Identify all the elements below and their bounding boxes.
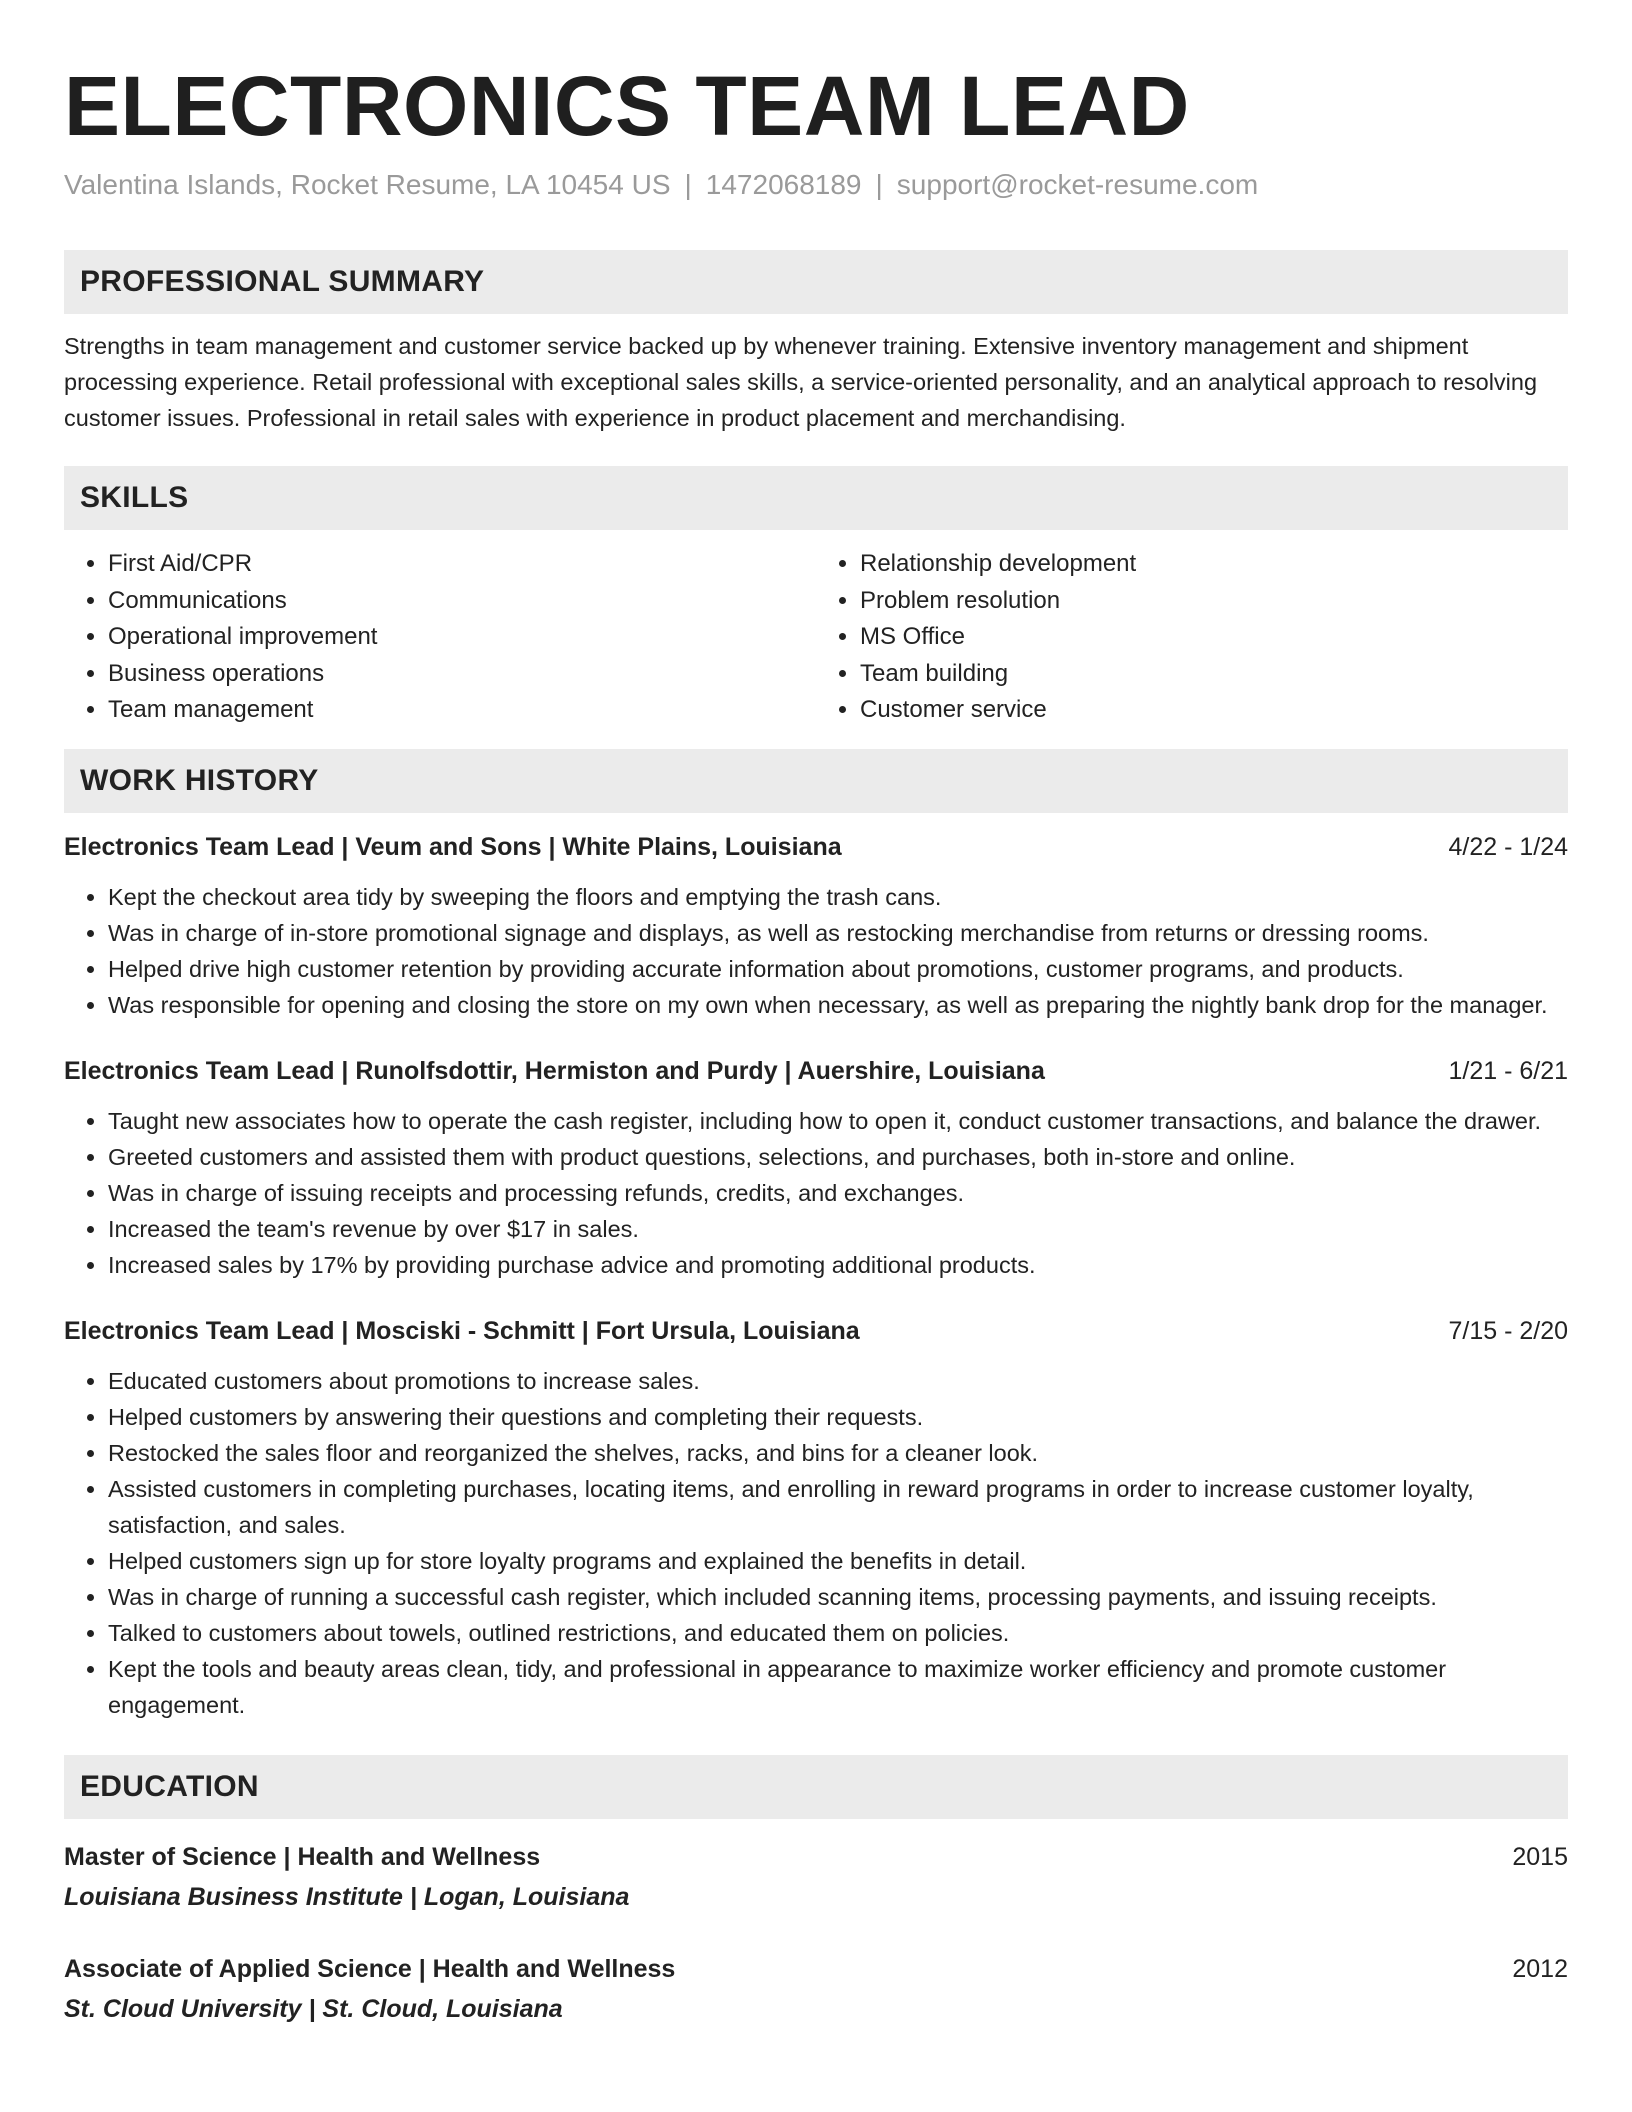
skill-item: • First Aid/CPR [108,546,816,583]
job-bullet: • Greeted customers and assisted them with product questions, selections, and purchases, both in-store and online. [108,1139,1568,1175]
resume-page [64,0,1568,2027]
education-header [64,1839,1568,1875]
job-entry [64,1053,1568,1283]
education-year: 2012 [1512,1954,1568,1983]
education-entry [64,1839,1568,1915]
skill-item: • Team building [860,656,1568,693]
job-dates: 4/22 - 1/24 [1448,832,1568,861]
job-bullet: • Kept the tools and beauty areas clean, tidy, and professional in appearance to maximize worker efficiency and promote customer engagement. [108,1651,1568,1723]
job-bullets [64,879,1568,1023]
job-bullet: • Restocked the sales floor and reorganized the shelves, racks, and bins for a cleaner look. [108,1435,1568,1471]
skill-item: • Team management [108,692,816,729]
job-bullet: • Helped drive high customer retention by providing accurate information about promotions, customer programs, and products. [108,951,1568,987]
job-bullet: • Talked to customers about towels, outlined restrictions, and educated them on policies. [108,1615,1568,1651]
contact-line [64,168,1568,202]
skill-item: • Problem resolution [860,583,1568,620]
job-bullet: • Helped customers sign up for store loyalty programs and explained the benefits in detail. [108,1543,1568,1579]
education-degree: Associate of Applied Science | Health and Wellness [64,1954,676,1983]
contact-phone: 1472068189 [705,169,862,200]
section-header-work-history: WORK HISTORY [64,749,1568,813]
job-title: Electronics Team Lead | Mosciski - Schmitt | Fort Ursula, Louisiana [64,1316,860,1345]
job-entry [64,829,1568,1023]
skill-item: • MS Office [860,619,1568,656]
section-header-education: EDUCATION [64,1755,1568,1819]
job-dates: 7/15 - 2/20 [1448,1316,1568,1345]
resume-title: ELECTRONICS TEAM LEAD [64,59,1190,153]
skills-column-left [64,546,816,729]
job-bullet: • Increased sales by 17% by providing purchase advice and promoting additional products. [108,1247,1568,1283]
job-entry [64,1313,1568,1723]
education-header [64,1951,1568,1987]
skill-item: • Relationship development [860,546,1568,583]
job-bullet: • Helped customers by answering their questions and completing their requests. [108,1399,1568,1435]
job-bullet: • Educated customers about promotions to increase sales. [108,1363,1568,1399]
skills-column-right [816,546,1568,729]
education-degree: Master of Science | Health and Wellness [64,1842,541,1871]
job-title: Electronics Team Lead | Veum and Sons | White Plains, Louisiana [64,832,842,861]
job-bullet: • Was responsible for opening and closing the store on my own when necessary, as well as preparing the nightly bank drop for the manager. [108,987,1568,1023]
skill-item: • Operational improvement [108,619,816,656]
job-dates: 1/21 - 6/21 [1448,1056,1568,1085]
job-bullet: • Kept the checkout area tidy by sweeping the floors and emptying the trash cans. [108,879,1568,915]
job-bullet: • Increased the team's revenue by over $17 in sales. [108,1211,1568,1247]
education-entry [64,1951,1568,2027]
job-header [64,829,1568,865]
job-bullets [64,1363,1568,1723]
skills-list [64,546,1568,729]
skill-item: • Business operations [108,656,816,693]
job-bullet: • Assisted customers in completing purchases, locating items, and enrolling in reward programs in order to increase customer loyalty, satisfaction, and sales. [108,1471,1568,1543]
skill-item: • Customer service [860,692,1568,729]
contact-email: support@rocket-resume.com [896,169,1259,200]
contact-separator: | [684,169,692,200]
education-year: 2015 [1512,1842,1568,1871]
job-header [64,1053,1568,1089]
job-header [64,1313,1568,1349]
job-bullets [64,1103,1568,1283]
job-bullet: • Taught new associates how to operate the cash register, including how to open it, conduct customer transactions, and balance the drawer. [108,1103,1568,1139]
section-header-skills: SKILLS [64,466,1568,530]
job-title: Electronics Team Lead | Runolfsdottir, Hermiston and Purdy | Auershire, Louisiana [64,1056,1045,1085]
contact-address: Valentina Islands, Rocket Resume, LA 10454 US [64,169,671,200]
section-header-summary: PROFESSIONAL SUMMARY [64,250,1568,314]
professional-summary-text: Strengths in team management and customer service backed up by whenever training. Extensive inventory management and shipment processing experience. Retail professional with exceptional sales skills, a service-oriented personality, and an analytical approach to resolving customer issues. Professional in retail sales with experience in product placement and merchandising. [64,333,1538,431]
job-bullet: • Was in charge of issuing receipts and processing refunds, credits, and exchanges. [108,1175,1568,1211]
job-bullet: • Was in charge of running a successful cash register, which included scanning items, processing payments, and issuing receipts. [108,1579,1568,1615]
contact-separator: | [875,169,883,200]
skill-item: • Communications [108,583,816,620]
education-school: St. Cloud University | St. Cloud, Louisiana [64,1994,563,2023]
job-bullet: • Was in charge of in-store promotional signage and displays, as well as restocking merchandise from returns or dressing rooms. [108,915,1568,951]
education-school: Louisiana Business Institute | Logan, Louisiana [64,1882,630,1911]
